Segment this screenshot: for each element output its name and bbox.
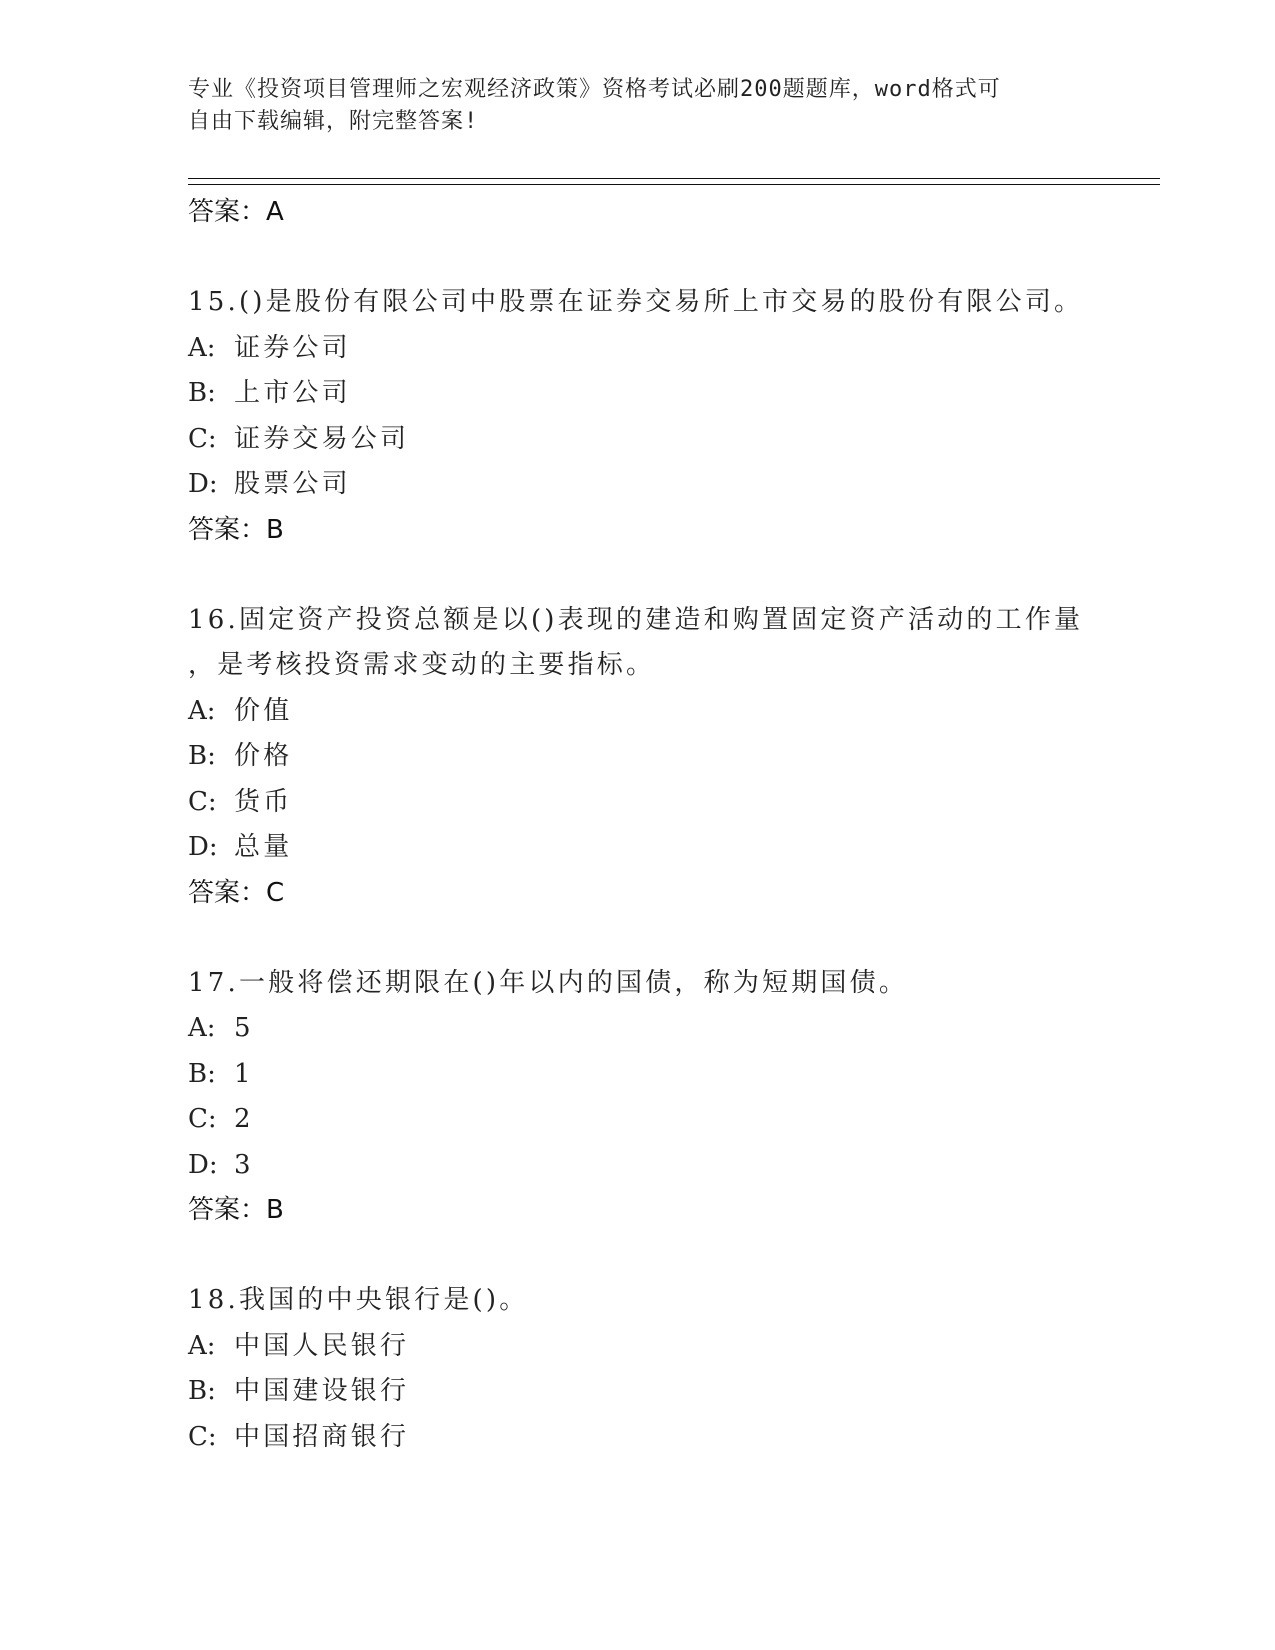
option-letter: D: — [188, 469, 218, 499]
option-text: 1 — [234, 1058, 254, 1089]
option-text: 中国建设银行 — [234, 1376, 410, 1406]
option-letter: A: — [188, 1013, 216, 1043]
option-text: 价格 — [234, 741, 293, 771]
option-letter: A: — [188, 695, 216, 726]
option-text: 3 — [234, 1149, 254, 1180]
answer-line: 答案：C — [188, 877, 285, 908]
question-text: 16.固定资产投资总额是以()表现的建造和购置固定资产活动的工作量 — [188, 604, 1084, 635]
option-text: 货币 — [234, 786, 293, 817]
question-block — [188, 280, 1148, 552]
option-letter: C: — [188, 423, 217, 454]
question-text: 15.()是股份有限公司中股票在证券交易所上市交易的股份有限公司。 — [188, 287, 1084, 317]
question-block — [188, 598, 1148, 915]
option-c — [188, 780, 1148, 826]
answer-line: 答案：B — [188, 1195, 284, 1225]
option-letter: D: — [188, 1149, 218, 1180]
option-c — [188, 1097, 1148, 1143]
option-text: 上市公司 — [234, 378, 351, 408]
option-b — [188, 1052, 1148, 1098]
option-c — [188, 417, 1148, 463]
option-letter: B: — [188, 741, 216, 771]
option-letter: B: — [188, 1376, 216, 1406]
option-text: 总量 — [234, 832, 293, 862]
option-text: 中国人民银行 — [234, 1330, 410, 1361]
previous-answer: 答案：A — [188, 197, 284, 227]
header-line-2: 自由下载编辑，附完整答案! — [188, 109, 479, 134]
question-block — [188, 1278, 1148, 1460]
option-letter: B: — [188, 378, 216, 408]
spacer — [188, 915, 1148, 961]
option-b — [188, 1369, 1148, 1415]
document-header — [188, 74, 1088, 138]
option-text: 证券公司 — [234, 332, 351, 363]
option-letter: C: — [188, 1104, 217, 1134]
question-text-continued: ，是考核投资需求变动的主要指标。 — [188, 650, 656, 680]
option-letter: D: — [188, 832, 218, 862]
option-b — [188, 371, 1148, 417]
question-text: 18.我国的中央银行是()。 — [188, 1285, 529, 1315]
option-a — [188, 326, 1148, 372]
answer-line: 答案：B — [188, 514, 284, 545]
option-text: 证券交易公司 — [234, 423, 410, 454]
option-a — [188, 1324, 1148, 1370]
option-d — [188, 462, 1148, 508]
spacer — [188, 552, 1148, 598]
option-letter: C: — [188, 1421, 217, 1452]
option-d — [188, 825, 1148, 871]
option-a — [188, 689, 1148, 735]
option-text: 5 — [234, 1013, 254, 1043]
option-letter: A: — [188, 1330, 216, 1361]
spacer — [188, 1232, 1148, 1278]
spacer — [188, 234, 1148, 280]
header-rule-top — [188, 178, 1160, 179]
option-b — [188, 734, 1148, 780]
option-c — [188, 1415, 1148, 1461]
option-text: 股票公司 — [234, 469, 351, 499]
option-text: 价值 — [234, 695, 293, 726]
option-d — [188, 1143, 1148, 1189]
option-letter: B: — [188, 1058, 216, 1089]
option-a — [188, 1006, 1148, 1052]
option-text: 2 — [234, 1104, 254, 1134]
question-text: 17.一般将偿还期限在()年以内的国债，称为短期国债。 — [188, 967, 909, 998]
header-rule-bottom — [188, 184, 1160, 185]
option-letter: C: — [188, 786, 217, 817]
question-block — [188, 961, 1148, 1233]
header-line-1: 专业《投资项目管理师之宏观经济政策》资格考试必刷200题题库，word格式可 — [188, 77, 1001, 102]
option-text: 中国招商银行 — [234, 1421, 410, 1452]
question-list — [188, 190, 1148, 1460]
option-letter: A: — [188, 332, 216, 363]
